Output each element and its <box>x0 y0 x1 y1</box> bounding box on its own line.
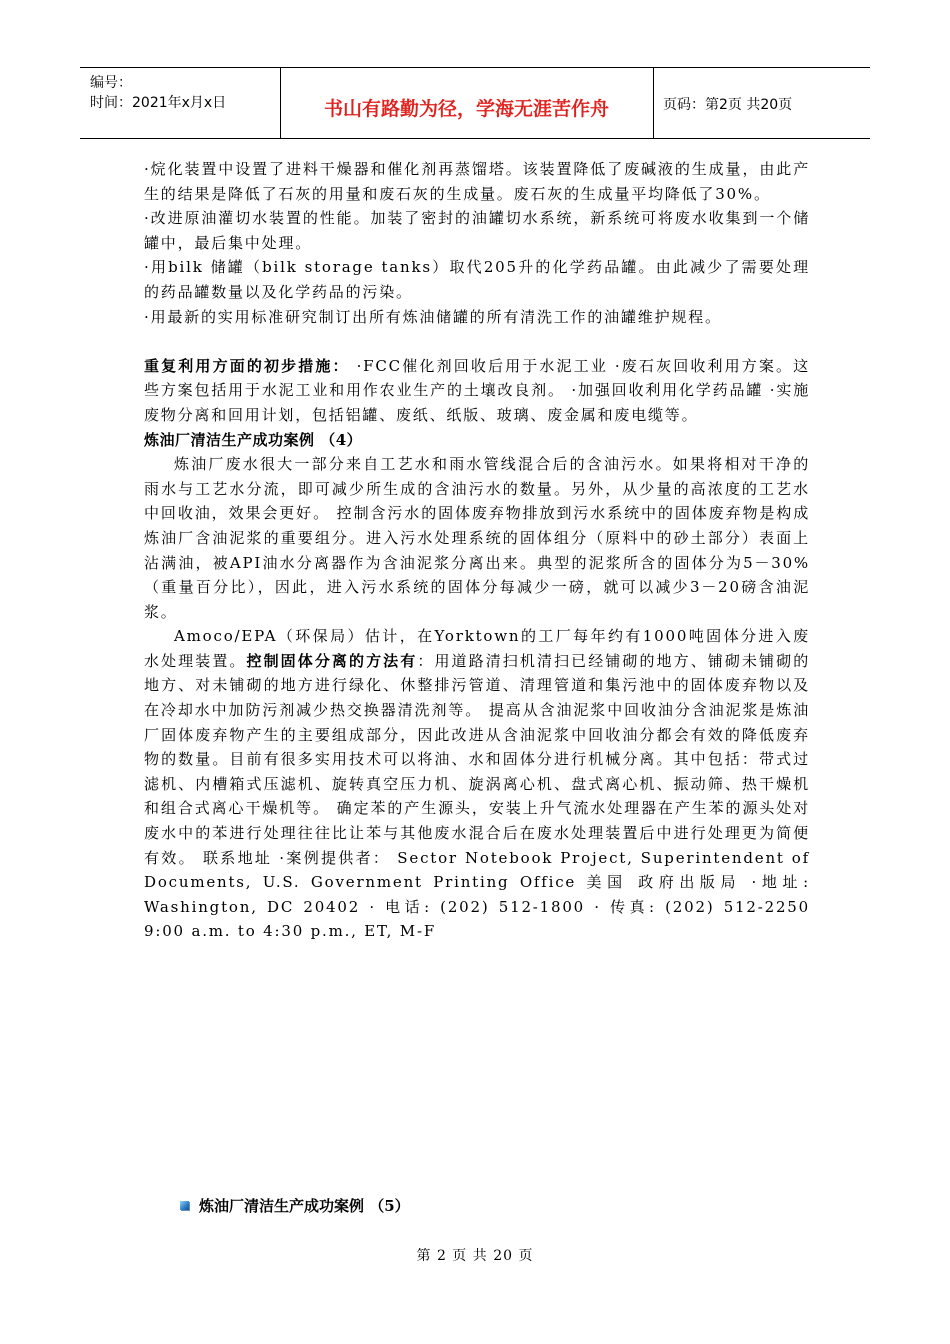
next-section-label: 炼油厂清洁生产成功案例 （5） <box>199 1197 410 1215</box>
paragraph-bilk-tanks: ·用bilk 储罐（bilk storage tanks）取代205升的化学药品罐。由此减少了需要处理的药品罐数量以及化学药品的污染。 <box>144 258 810 301</box>
next-section-title <box>180 1195 410 1216</box>
paragraph-amoco <box>144 624 810 944</box>
amoco-text-b: ：用道路清扫机清扫已经铺砌的地方、铺砌未铺砌的地方、对未铺砌的地方进行绿化、休整排污管道、清理管道和集污池中的固体废弃物以及在冷却水中加防污剂减少热交换器清洗剂等。 提高从含油泥浆中回收油分含油泥浆是炼油厂固体废弃物产生的主要组成部分，因此改进从含油泥浆中回收油分都会有效的降低废弃物的数量。目前有很多实用技术可以将油、水和固体分进行机械分离。其中包括：带式过滤机、内槽箱式压滤机、旋转真空压力机、旋涡离心机、盘式离心机、振动筛、热干燥机和组合式离心干燥机等。 确定苯的产生源头，安装上升气流水处理器在产生苯的源头处对废水中的苯进行处理往往比让苯与其他废水混合后在废水处理装置后中进行处理更为简便有效。 联系地址 ·案例提供者： Sector Notebook Project, Superintendent of Documents, U.S. Government Printing Office 美国 政府出版局 ·地址: Washington, DC 20402 · 电话: (202) 512-1800 · 传真: (202) 512-2250 9:00 a.m. to 4:30 p.m., ET, M-F <box>144 651 810 941</box>
section-title-case-4: 炼油厂清洁生产成功案例 （4） <box>144 430 363 449</box>
header-motto-cell <box>280 68 654 138</box>
document-date: 时间：2021年x月x日 <box>90 95 227 111</box>
document-body <box>144 157 810 944</box>
reuse-text: ·FCC催化剂回收后用于水泥工业 ·废石灰回收利用方案。这些方案包括用于水泥工业和用作农业生产的土壤改良剂。 ·加强回收利用化学药品罐 ·实施废物分离和回用计划，包括铝罐、废纸、纸版、玻璃、废金属和废电缆等。 <box>144 356 811 424</box>
page-indicator: 第 2 页 共 20 页 <box>416 1248 534 1264</box>
paragraph-crude-tank: ·改进原油灌切水装置的性能。加装了密封的油罐切水系统，新系统可将废水收集到一个储罐中，最后集中处理。 <box>144 209 810 252</box>
paragraph-tank-maintenance: ·用最新的实用标准研究制订出所有炼油储罐的所有清洗工作的油罐维护规程。 <box>144 307 722 326</box>
solids-control-heading: 控制固体分离的方法有 <box>246 651 418 670</box>
amoco-text-a: Amoco/EPA（环保局）估计，在Yorktown的工厂每年约有1000吨固体分进入废水处理装置。 <box>144 627 810 670</box>
page-header <box>80 67 870 139</box>
spacer <box>144 329 810 354</box>
header-motto: 书山有路勤为径，学海无涯苦作舟 <box>323 98 609 120</box>
header-page-code: 页码：第2页 共20页 <box>663 97 793 113</box>
header-meta <box>80 68 281 138</box>
paragraph-wastewater: 炼油厂废水很大一部分来自工艺水和雨水管线混合后的含油污水。如果将相对干净的雨水与工艺水分流，即可减少所生成的含油污水的数量。另外，从少量的高浓度的工艺水中回收油，效果会更好。 控制含污水的固体废弃物排放到污水系统中的固体废弃物是构成炼油厂含油泥浆的重要组分。进入污水处理系统的固体组分（原料中的砂土部分）表面上沾满油，被API油水分离器作为含油泥浆分离出来。典型的泥浆所含的固体分为5－30%（重量百分比），因此，进入污水系统的固体分每减少一磅，就可以减少3－20磅含油泥浆。 <box>144 455 810 621</box>
paragraph-reuse-measures <box>144 354 810 428</box>
reuse-heading: 重复利用方面的初步措施： <box>144 356 350 375</box>
document-number: 编号： <box>90 75 132 91</box>
square-bullet-icon <box>180 1201 189 1210</box>
paragraph-alkylation: ·烷化装置中设置了进料干燥器和催化剂再蒸馏塔。该装置降低了废碱液的生成量，由此产生的结果是降低了石灰的用量和废石灰的生成量。废石灰的生成量平均降低了30%。 <box>144 160 810 203</box>
